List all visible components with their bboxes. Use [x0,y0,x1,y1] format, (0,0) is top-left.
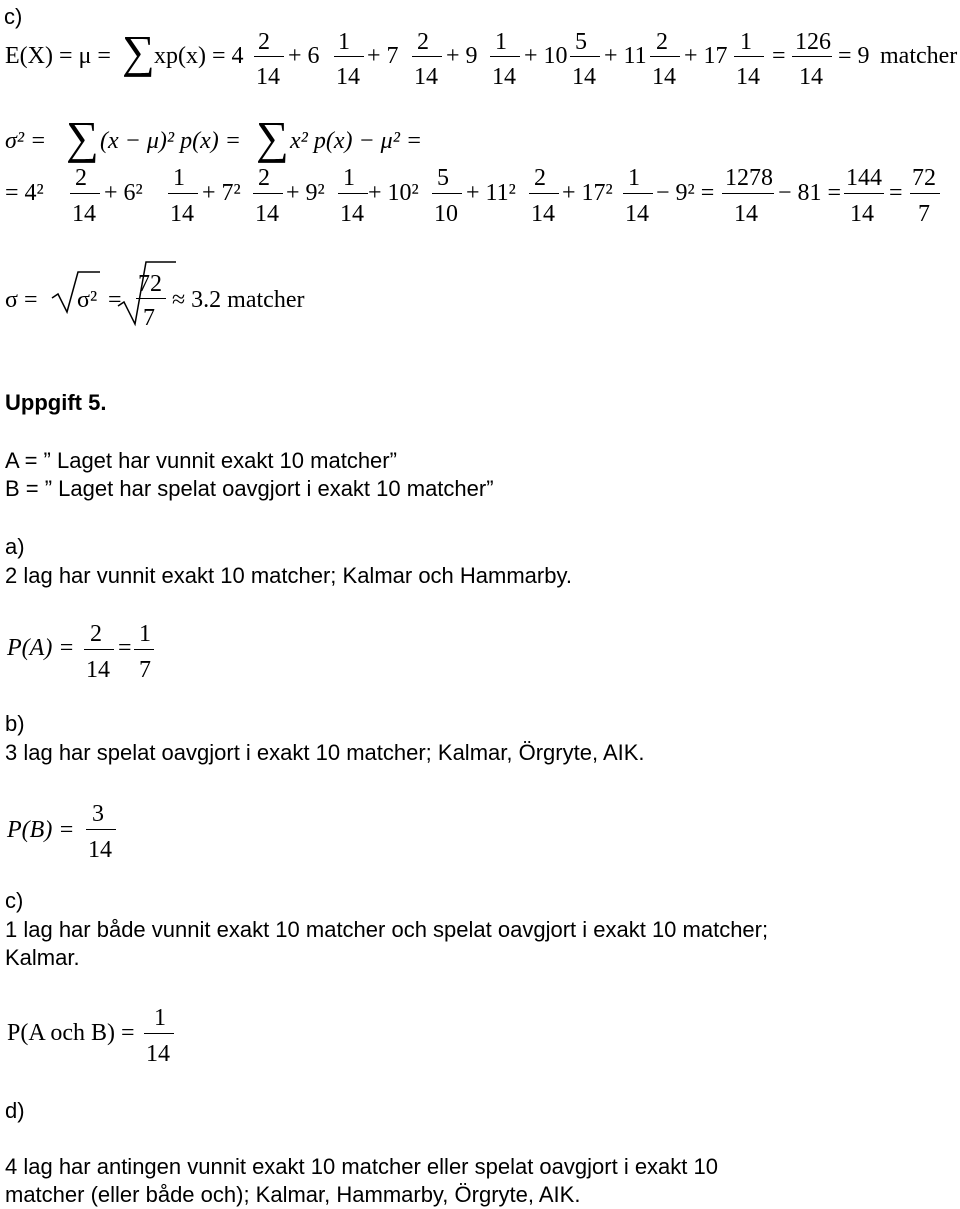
term: − 81 = [778,180,842,206]
part-b-text: 3 lag har spelat oavgjort i exakt 10 matcher; Kalmar, Örgryte, AIK. [5,740,645,765]
frac-bar [623,193,653,194]
frac-bar [338,193,368,194]
frac-bar [253,193,283,194]
sigma-squared: σ² = [5,128,47,154]
term: + 6² [104,180,143,206]
frac-num: 2 [258,165,270,191]
part-c2-text-2: Kalmar. [5,945,80,970]
frac-num: 1 [173,165,185,191]
op: + 11 [604,43,647,69]
frac-den: 14 [799,64,823,90]
frac-num: 72 [138,271,162,297]
part-c2-text-1: 1 lag har både vunnit exakt 10 matcher och spelat oavgjort i exakt 10 matcher; [5,917,769,942]
frac-num: 1 [628,165,640,191]
part-c2-label: c) [5,888,24,913]
term: − 9² = [656,180,715,206]
frac-den: 14 [146,1041,170,1067]
frac-bar [334,56,364,57]
frac-num: 1 [338,29,350,55]
term: + 11² [466,180,516,206]
sigma-lhs: σ = [5,287,38,313]
term: + 17² [562,180,613,206]
frac-bar [144,1033,174,1034]
frac-num: 72 [912,165,936,191]
frac-den: 14 [736,64,760,90]
frac-den: 14 [340,201,364,227]
equals: = [108,287,122,313]
frac-bar [86,829,116,830]
expectation-sum-expr: xp(x) = 4 [154,43,244,69]
prob-b-lhs: P(B) = [7,817,75,843]
frac-num: 1 [139,621,151,647]
frac-num: 2 [656,29,668,55]
expectation-lhs: E(X) = μ = [5,43,111,69]
term: + 9² [286,180,325,206]
op: = [772,43,786,69]
frac-bar [490,56,520,57]
op: + 9 [446,43,478,69]
part-d-text-2: matcher (eller både och); Kalmar, Hammarby, Örgryte, AIK. [5,1182,581,1207]
frac-den: 14 [625,201,649,227]
variance-expr-1: (x − μ)² p(x) = [100,128,241,154]
frac-num: 126 [795,29,831,55]
frac-num: 2 [258,29,270,55]
frac-bar [734,56,764,57]
frac-bar [529,193,559,194]
sum-sign: ∑ [66,112,99,163]
frac-den: 14 [734,201,758,227]
op: + 7 [367,43,399,69]
op: + 6 [288,43,320,69]
part-c-label: c) [4,4,23,29]
frac-num: 3 [92,801,104,827]
frac-num: 2 [417,29,429,55]
sum-sign: ∑ [256,112,289,163]
frac-den: 14 [531,201,555,227]
frac-num: 2 [534,165,546,191]
prob-ab-lhs: P(A och B) = [7,1020,135,1046]
frac-den: 14 [86,657,110,683]
frac-den: 14 [72,201,96,227]
frac-num: 1 [343,165,355,191]
frac-den: 14 [170,201,194,227]
frac-den: 10 [434,201,458,227]
part-d-text-1: 4 lag har antingen vunnit exakt 10 matcher eller spelat oavgjort i exakt 10 [5,1154,718,1179]
part-a-label: a) [5,534,25,559]
variance-start: = 4² [5,180,44,206]
term: + 7² [202,180,241,206]
frac-bar [722,193,774,194]
frac-bar [570,56,600,57]
part-d-label: d) [5,1098,25,1123]
frac-den: 14 [850,201,874,227]
sigma-squared: σ² [77,287,98,313]
unit-label: matcher [880,43,958,69]
task-heading: Uppgift 5. [5,390,107,415]
frac-num: 5 [437,165,449,191]
frac-num: 1 [495,29,507,55]
definition-b: B = ” Laget har spelat oavgjort i exakt 10 matcher” [5,476,494,501]
frac-num: 2 [90,621,102,647]
frac-den: 14 [414,64,438,90]
frac-bar [412,56,442,57]
frac-den: 7 [918,201,930,227]
sigma-approx: ≈ 3.2 matcher [172,287,305,313]
part-b-label: b) [5,711,25,736]
equals: = [118,635,132,661]
frac-den: 14 [255,201,279,227]
frac-num: 1278 [725,165,773,191]
frac-den: 14 [336,64,360,90]
prob-a-lhs: P(A) = [7,635,75,661]
frac-bar [70,193,100,194]
op: + 17 [684,43,728,69]
equals: = [889,180,903,206]
frac-bar [844,193,884,194]
frac-bar [136,298,166,299]
frac-num: 2 [75,165,87,191]
frac-num: 1 [154,1005,166,1031]
frac-den: 14 [88,837,112,863]
expectation-result: = 9 [838,43,870,69]
frac-num: 5 [575,29,587,55]
frac-den: 14 [492,64,516,90]
op: + 10 [524,43,568,69]
definition-a: A = ” Laget har vunnit exakt 10 matcher” [5,448,397,473]
frac-den: 14 [652,64,676,90]
frac-den: 7 [139,657,151,683]
frac-num: 144 [846,165,882,191]
frac-bar [84,649,114,650]
frac-bar [168,193,198,194]
frac-den: 14 [572,64,596,90]
term: + 10² [368,180,419,206]
frac-bar [650,56,680,57]
variance-expr-2: x² p(x) − μ² = [290,128,423,154]
frac-den: 14 [256,64,280,90]
frac-bar [432,193,462,194]
frac-bar [254,56,284,57]
frac-num: 1 [740,29,752,55]
part-a-text: 2 lag har vunnit exakt 10 matcher; Kalmar och Hammarby. [5,563,572,588]
frac-bar [792,56,832,57]
frac-bar [134,649,154,650]
sum-sign: ∑ [122,26,155,77]
frac-bar [910,193,940,194]
frac-den: 7 [143,305,155,331]
